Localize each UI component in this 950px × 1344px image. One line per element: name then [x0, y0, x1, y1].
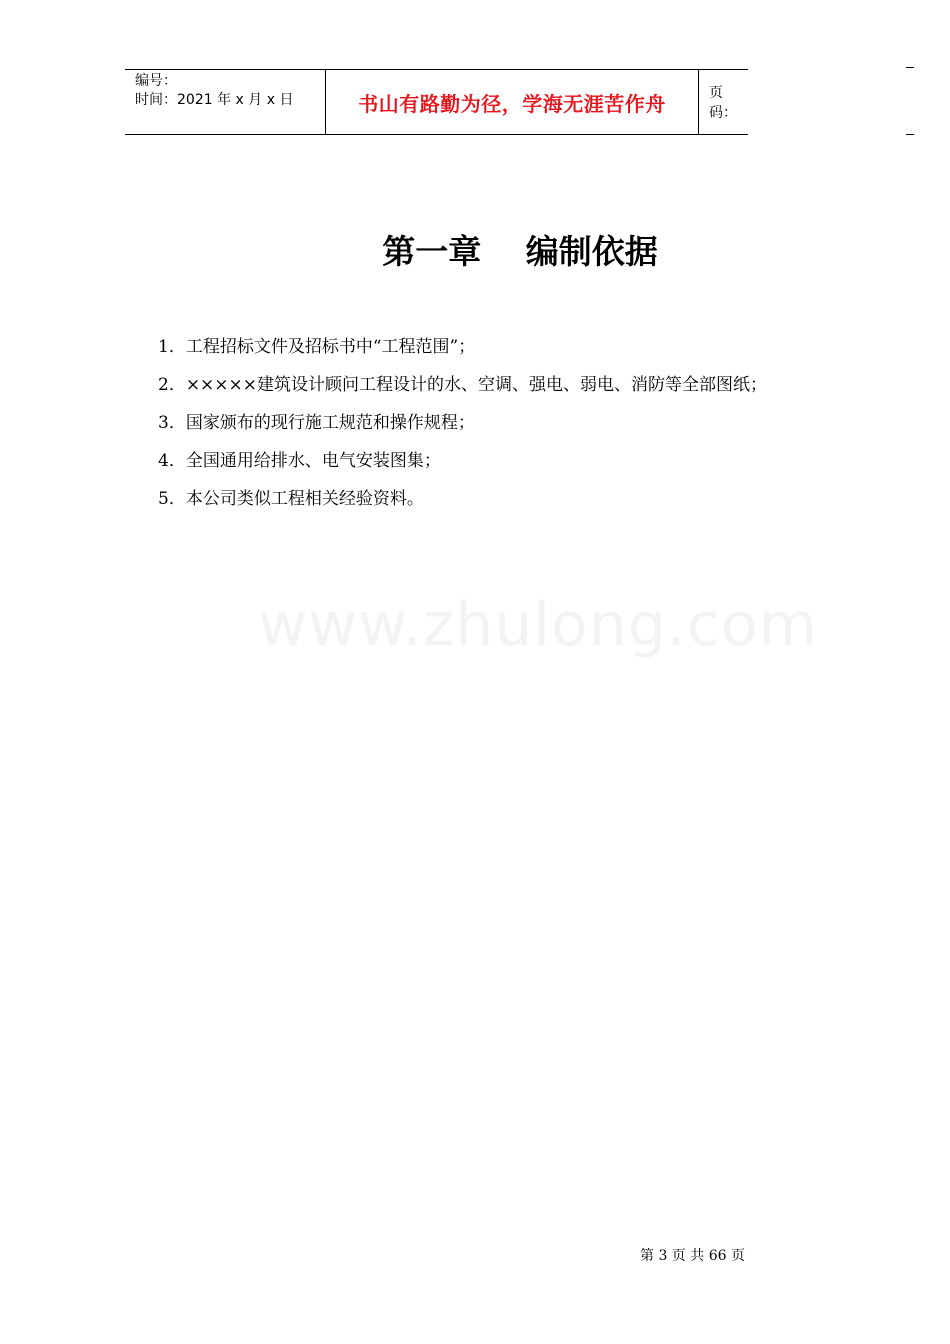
page-header — [125, 69, 748, 135]
list-item: 2．×××××建筑设计顾问工程设计的水、空调、强电、弱电、消防等全部图纸； — [158, 375, 768, 395]
list-item: 5．本公司类似工程相关经验资料。 — [158, 489, 424, 509]
basis-list — [158, 332, 767, 522]
page-footer: 第 3 页 共 66 页 — [640, 1248, 745, 1264]
header-motto: 书山有路勤为径，学海无涯苦作舟 — [326, 70, 699, 134]
header-meta — [125, 70, 326, 134]
page-number-label: 页码： — [709, 85, 737, 121]
document-time-label: 时间：2021 年 x 月 x 日 — [135, 92, 294, 108]
list-item: 4．全国通用给排水、电气安装图集； — [158, 451, 441, 471]
corner-crop-mark — [906, 134, 914, 135]
chapter-title: 第一章 编制依据 — [382, 232, 658, 271]
list-item: 3．国家颁布的现行施工规范和操作规程； — [158, 413, 475, 433]
corner-crop-mark — [906, 67, 914, 68]
list-item: 1．工程招标文件及招标书中“工程范围”； — [158, 337, 476, 357]
document-number-label: 编号： — [135, 73, 177, 89]
watermark: www.zhulong.com — [258, 590, 819, 660]
